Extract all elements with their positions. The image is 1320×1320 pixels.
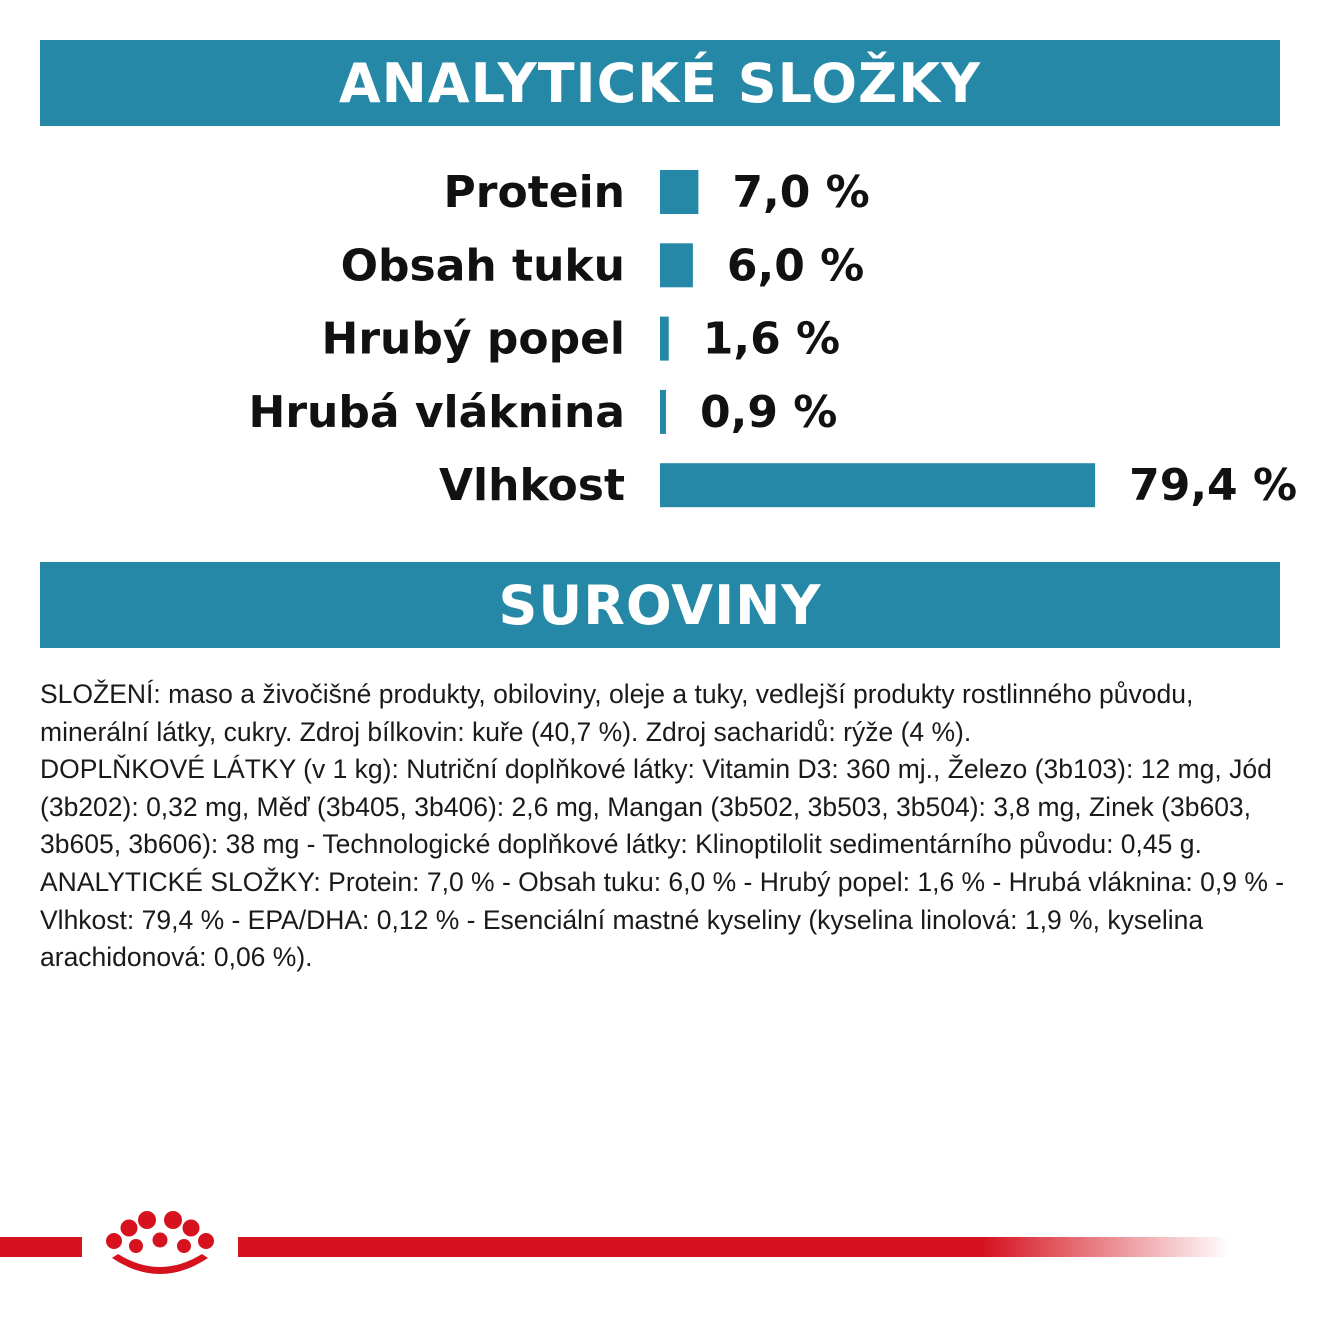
category-label: Hrubý popel bbox=[321, 313, 625, 365]
analytic-components-title: ANALYTICKÉ SLOŽKY bbox=[338, 51, 982, 115]
category-label: Obsah tuku bbox=[340, 240, 625, 292]
category-label: Vlhkost bbox=[439, 460, 625, 512]
category-label: Hrubá vláknina bbox=[248, 386, 625, 438]
nutrient-bar-chart bbox=[0, 140, 1320, 540]
value-label: 6,0 % bbox=[726, 240, 865, 292]
composition-paragraph: SLOŽENÍ: maso a živočišné produkty, obiloviny, oleje a tuky, vedlejší produkty rostlinného původu, minerální látky, cukry. Zdroj bílkovin: kuře (40,7 %). Zdroj sacharidů: rýže (4 %). bbox=[40, 679, 1194, 747]
ingredients-banner bbox=[40, 562, 1280, 648]
value-label: 0,9 % bbox=[700, 386, 838, 438]
footer-line-right bbox=[238, 1237, 1230, 1257]
analytic-paragraph: ANALYTICKÉ SLOŽKY: Protein: 7,0 % - Obsah tuku: 6,0 % - Hrubý popel: 1,6 % - Hrubá vláknina: 0,9 % - Vlhkost: 79,4 % - EPA/DHA: 0,12 % - Esenciální mastné kyseliny (kyselina linolová: 1,9 %, kyselina arachidonová: 0,06 %). bbox=[40, 866, 1285, 973]
bar bbox=[660, 243, 693, 287]
bar bbox=[660, 390, 666, 434]
footer-line-left bbox=[0, 1237, 82, 1257]
ingredients-title: SUROVINY bbox=[498, 573, 822, 637]
bar bbox=[660, 317, 669, 361]
bar bbox=[660, 463, 1095, 507]
composition-text bbox=[40, 676, 1285, 977]
analytic-components-banner bbox=[40, 40, 1280, 126]
category-label: Protein bbox=[443, 167, 625, 218]
value-label: 79,4 % bbox=[1129, 460, 1298, 512]
value-label: 1,6 % bbox=[702, 313, 841, 365]
crown-logo-icon bbox=[92, 1208, 228, 1282]
value-label: 7,0 % bbox=[732, 167, 870, 218]
additives-paragraph: DOPLŇKOVÉ LÁTKY (v 1 kg): Nutriční doplňkové látky: Vitamin D3: 360 mj., Železo (3b103): 12 mg, Jód (3b202): 0,32 mg, Měď (3b405, 3b406): 2,6 mg, Mangan (3b502, 3b503, 3b504): 3,8 mg, Zinek (3b603, 3b605, 3b606): 38 mg - Technologické doplňkové látky: Klinoptilolit sedimentárního původu: 0,45 g. bbox=[40, 754, 1272, 860]
bar bbox=[660, 170, 698, 214]
